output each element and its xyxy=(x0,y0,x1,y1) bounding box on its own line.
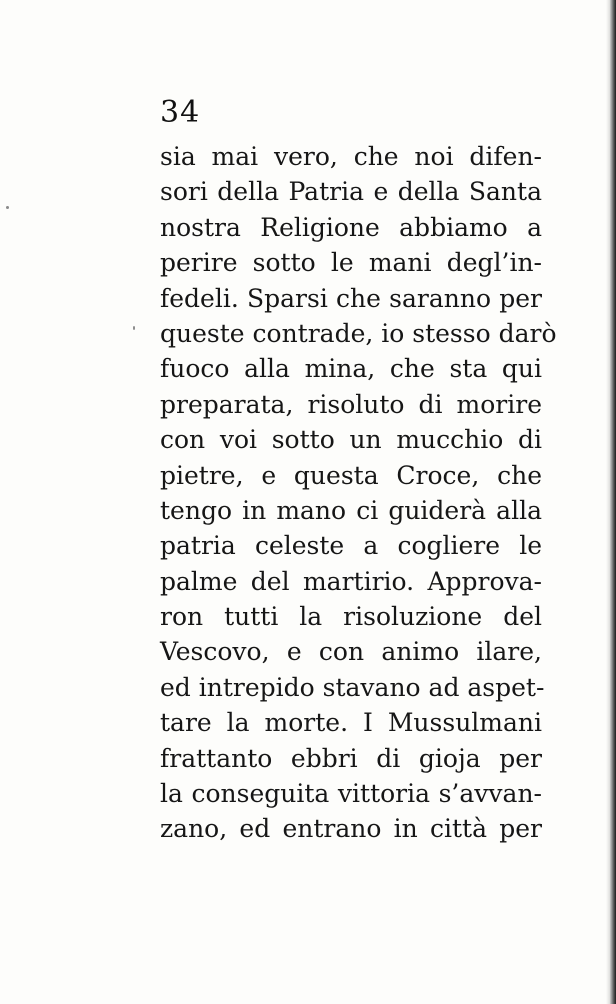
text-line: nostra Religione abbiamo a xyxy=(160,212,542,242)
text-line: tengo in mano ci guiderà alla xyxy=(160,495,542,525)
text-line: fedeli. Sparsi che saranno per xyxy=(160,283,542,313)
text-line: tare la morte. I Mussulmani xyxy=(160,708,542,738)
text-line: frattanto ebbri di gioja per xyxy=(160,743,542,773)
text-line: queste contrade, io stesso darò xyxy=(160,318,557,348)
body-text xyxy=(160,139,557,847)
text-line: perire sotto le mani degl’in- xyxy=(160,248,542,278)
text-line: zano, ed entrano in città per xyxy=(160,814,542,844)
text-line: pietre, e questa Croce, che xyxy=(160,460,542,490)
ink-speck xyxy=(133,326,135,330)
text-line: patria celeste a cogliere le xyxy=(160,531,542,561)
page-number: 34 xyxy=(160,95,201,130)
text-line: sori della Patria e della Santa xyxy=(160,177,542,207)
text-line: fuoco alla mina, che sta qui xyxy=(160,354,542,384)
text-line: ron tutti la risoluzione del xyxy=(160,602,542,632)
text-line: la conseguita vittoria s’avvan- xyxy=(160,779,542,809)
text-line: Vescovo, e con animo ilare, xyxy=(160,637,542,667)
text-line: con voi sotto un mucchio di xyxy=(160,425,542,455)
text-line: sia mai vero, che noi difen- xyxy=(160,142,542,171)
text-line: preparata, risoluto di morire xyxy=(160,389,542,419)
ink-speck xyxy=(6,206,9,209)
text-line: ed intrepido stavano ad aspet- xyxy=(160,672,545,702)
text-line: palme del martirio. Approva- xyxy=(160,566,542,596)
page-edge xyxy=(610,0,616,1004)
